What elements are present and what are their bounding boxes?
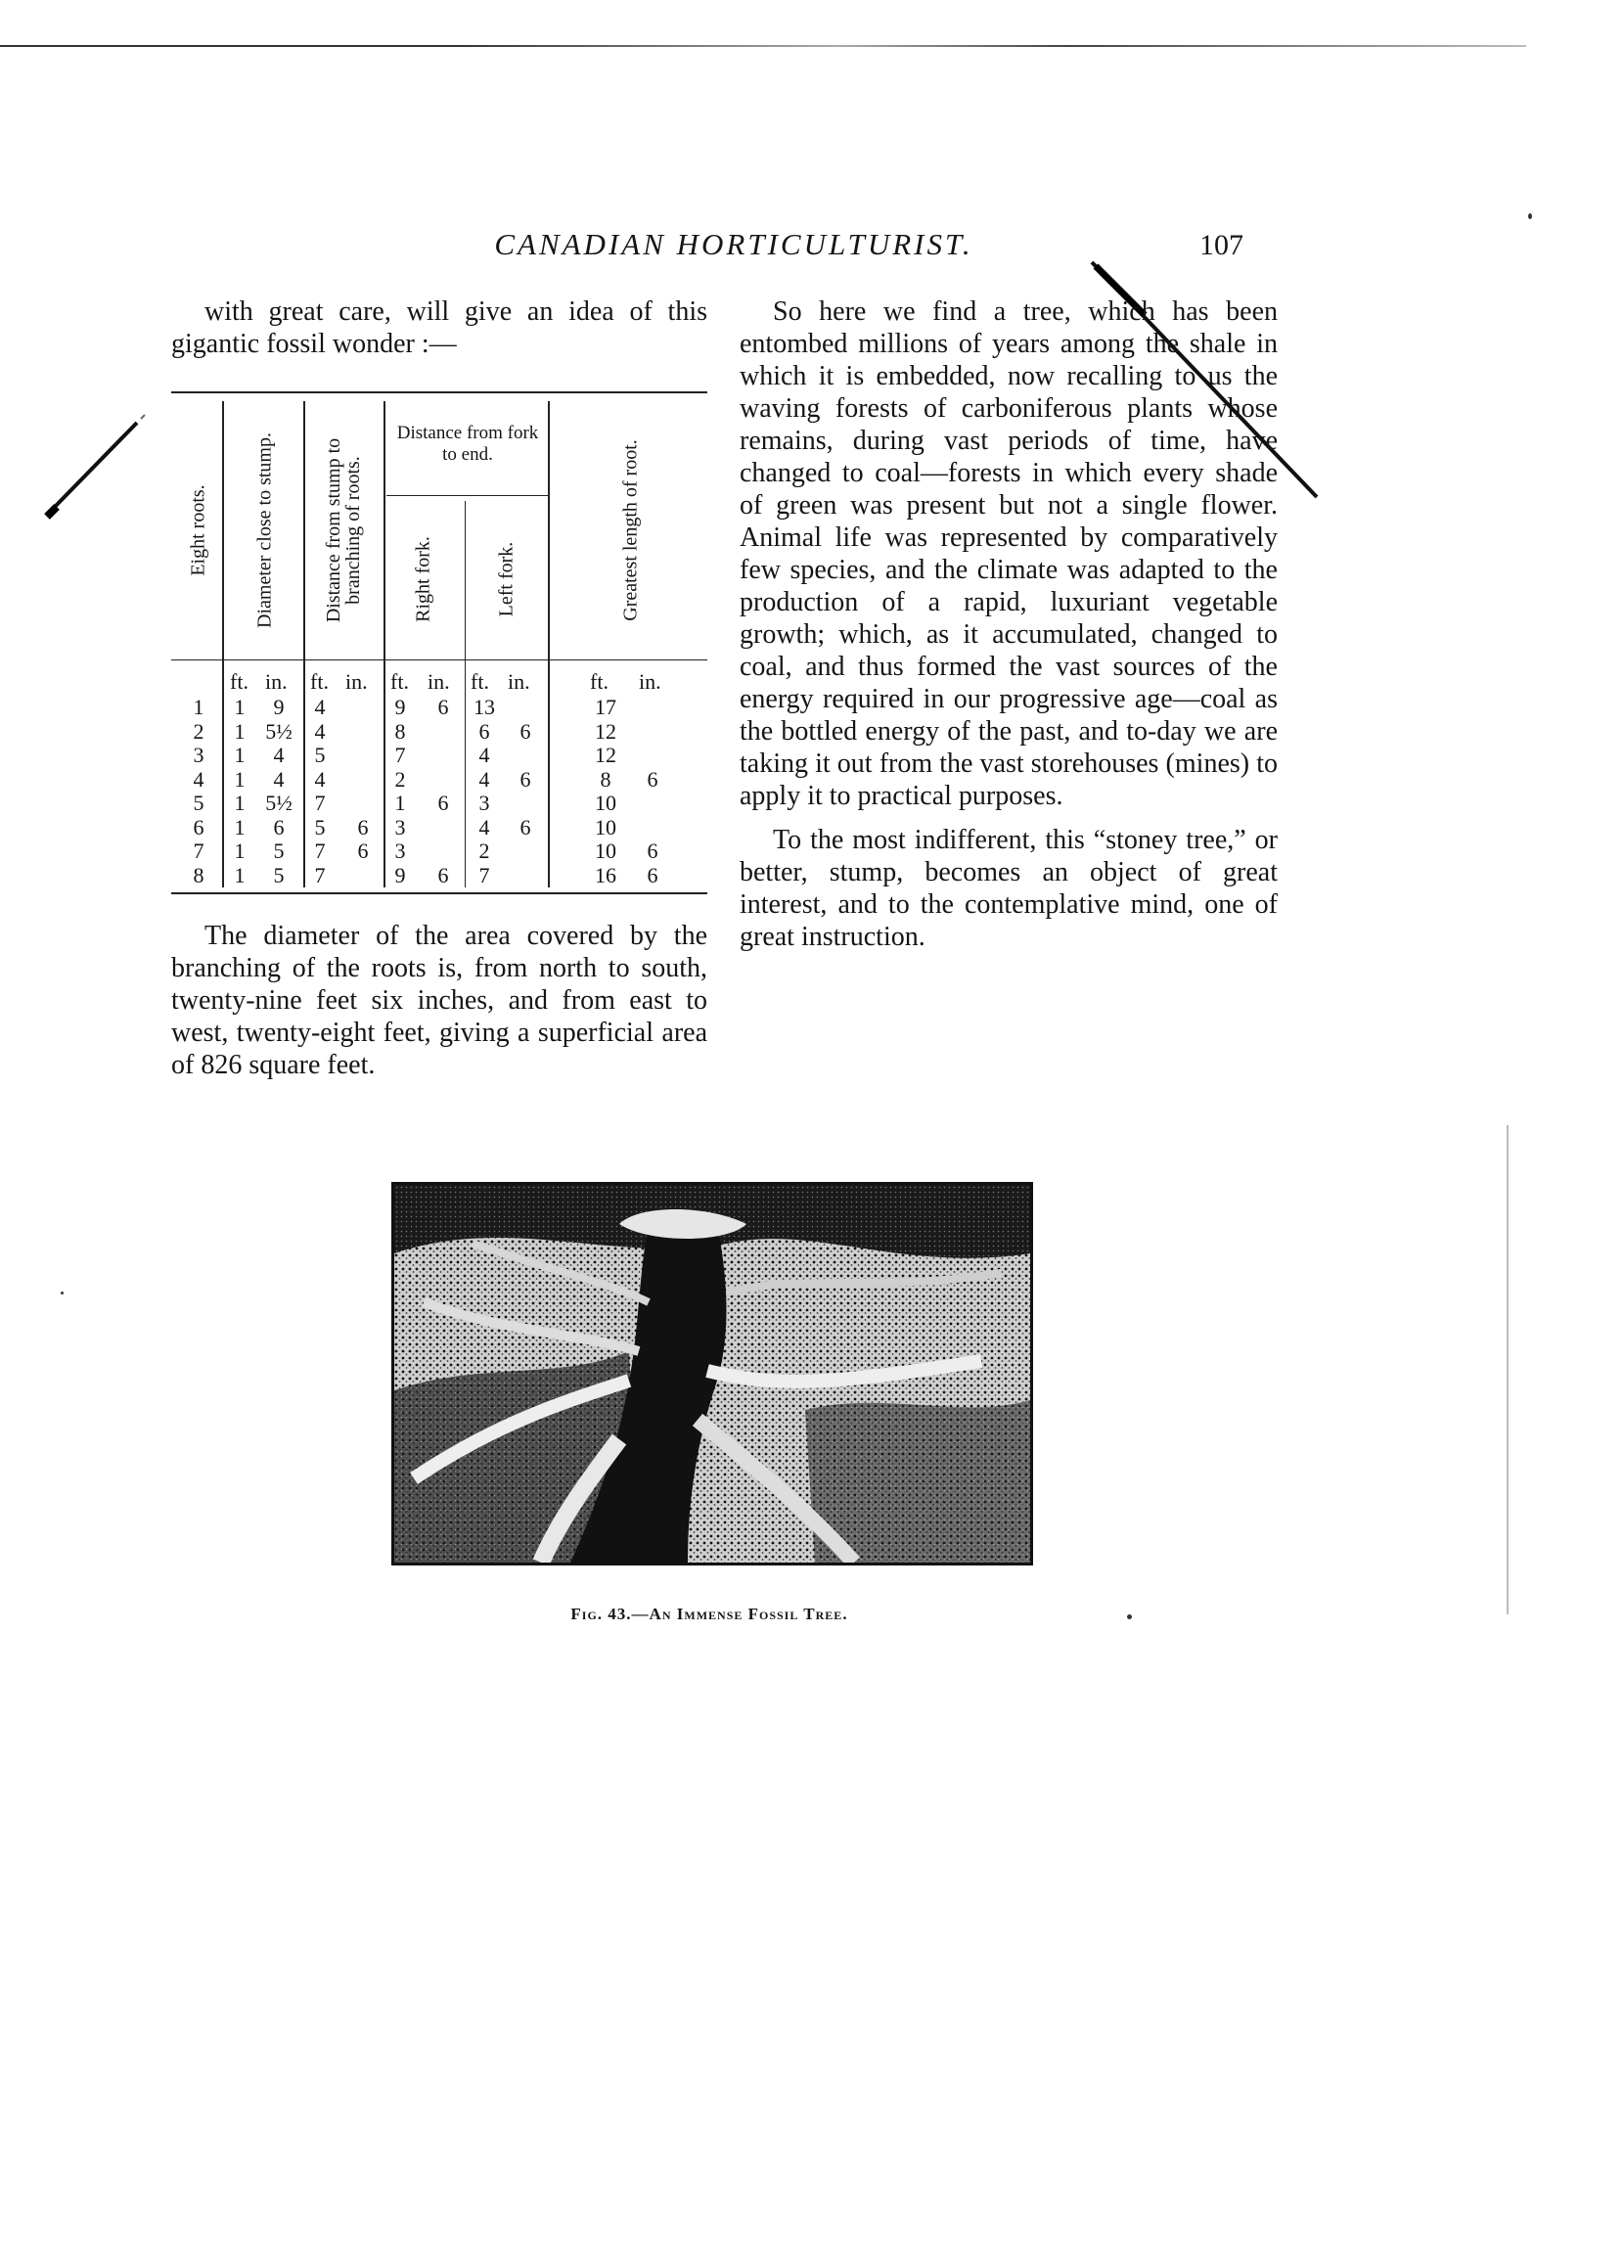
table-cell: 12 <box>595 743 616 767</box>
table-cell: 6 <box>437 695 449 719</box>
header-diameter: Diameter close to stump. <box>253 432 276 628</box>
table-cell: 5 <box>314 814 326 839</box>
table-cell: 7 <box>314 862 326 887</box>
table-cell: 16 <box>595 862 616 887</box>
table-cell: 3 <box>193 743 204 767</box>
table-cell: 2 <box>478 839 490 863</box>
unit-in: in. <box>345 669 368 694</box>
table-cell: 2 <box>394 766 406 792</box>
unit-ft: ft. <box>390 669 409 694</box>
header-fork-distance: Distance from fork to end. <box>396 423 539 465</box>
unit-in: in. <box>428 669 450 694</box>
table-cell: 1 <box>234 862 246 887</box>
table-cell: 6 <box>519 766 531 792</box>
header-branching: Distance from stump to branching of roots. <box>323 437 364 623</box>
area-paragraph: The diameter of the area covered by the branching of the roots is, from north to south, twenty-nine feet six inches, and from east to west, twenty-eight feet, giving a superficial area of 826 square feet. <box>171 921 707 1080</box>
table-header-rule <box>171 659 707 660</box>
table-cell: 6 <box>357 814 369 839</box>
right-column <box>740 295 1278 953</box>
table-cell: 3 <box>478 791 490 815</box>
figure-caption: Fig. 43.—An Immense Fossil Tree. <box>570 1605 848 1623</box>
table-cell: 6 <box>193 814 204 839</box>
scan-edge-line <box>1507 1125 1509 1614</box>
table-bottom-rule <box>171 892 707 894</box>
table-cell: 6 <box>357 839 369 863</box>
table-cell: 10 <box>595 791 616 815</box>
table-cell: 7 <box>394 743 406 767</box>
table-cell: 12 <box>595 718 616 744</box>
table-cell: 1 <box>234 766 246 792</box>
header-left-fork: Left fork. <box>495 541 518 617</box>
table-cell: 4 <box>273 743 285 767</box>
header-greatest-length: Greatest length of root. <box>619 439 642 621</box>
unit-in: in. <box>508 669 530 694</box>
fork-subheader-rule <box>386 495 548 496</box>
header-eight-roots: Eight roots. <box>187 484 209 576</box>
table-cell: 4 <box>314 718 326 744</box>
table-cell: 4 <box>314 695 326 719</box>
table-cell: 6 <box>478 718 490 744</box>
fossil-tree-photo <box>391 1182 1033 1565</box>
scan-speck <box>61 1292 64 1294</box>
table-cell: 1 <box>394 791 406 815</box>
table-cell: 6 <box>647 766 658 792</box>
table-cell: 4 <box>193 766 204 792</box>
table-cell: 6 <box>647 839 658 863</box>
table-cell: 1 <box>193 695 204 719</box>
table-cell: 1 <box>234 695 246 719</box>
table-cell: 6 <box>519 814 531 839</box>
table-cell: 5 <box>273 839 285 863</box>
unit-ft: ft. <box>471 669 489 694</box>
table-cell: 6 <box>273 814 285 839</box>
unit-in: in. <box>639 669 661 694</box>
pencil-slash-mark <box>39 411 147 528</box>
table-cell: 9 <box>394 695 406 719</box>
table-cell: 1 <box>234 743 246 767</box>
unit-ft: ft. <box>230 669 248 694</box>
table-cell: 13 <box>474 695 495 719</box>
table-cell: 4 <box>478 743 490 767</box>
table-cell: 1 <box>234 791 246 815</box>
table-cell: 7 <box>478 862 490 887</box>
table-cell: 6 <box>437 862 449 887</box>
table-cell: 5½ <box>265 791 293 815</box>
intro-paragraph: with great care, will give an idea of this gigantic fossil wonder :— <box>171 296 707 359</box>
table-cell: 8 <box>193 862 204 887</box>
page-number: 107 <box>1199 229 1243 261</box>
col-divider <box>465 501 466 887</box>
table-top-rule <box>171 391 707 393</box>
table-cell: 7 <box>314 839 326 863</box>
table-cell: 3 <box>394 814 406 839</box>
table-cell: 10 <box>595 814 616 839</box>
scan-speck <box>1528 213 1532 219</box>
table-cell: 9 <box>394 862 406 887</box>
table-cell: 10 <box>595 839 616 863</box>
table-cell: 7 <box>193 839 204 863</box>
body-paragraph: So here we find a tree, which has been entombed millions of years among the shale in which it is embedded, now recalling to us the waving forests of carboniferous plants whose remains, during vast periods of time, have changed to coal—forests in which every shade of green was present but not a single flower. Animal life was represented by comparatively few species, and the climate was adapted to the production of a rapid, luxuriant vegetable growth; which, as it accumulated, changed to coal, and thus formed the vast sources of the energy required in our progressive age—coal as the bottled energy of the past, and to-day we are taking it out from the vast storehouses (mines) to apply it to practical purposes. <box>740 296 1278 811</box>
body-paragraph: To the most indifferent, this “stoney tree,” or better, stump, becomes an object of great interest, and to the contemplative mind, one of great instruction. <box>740 825 1278 952</box>
scan-top-edge <box>0 45 1526 47</box>
scan-speck <box>1127 1614 1132 1619</box>
table-cell: 6 <box>519 718 531 744</box>
root-measurements-table <box>171 384 707 897</box>
unit-ft: ft. <box>590 669 609 694</box>
table-cell: 6 <box>437 791 449 815</box>
table-cell: 1 <box>234 839 246 863</box>
table-cell: 9 <box>273 695 285 719</box>
table-cell: 5 <box>273 862 285 887</box>
table-cell: 17 <box>595 695 616 719</box>
running-title: CANADIAN HORTICULTURIST. <box>494 227 973 261</box>
table-cell: 4 <box>273 766 285 792</box>
table-cell: 4 <box>478 766 490 792</box>
table-cell: 8 <box>600 766 611 792</box>
unit-in: in. <box>265 669 288 694</box>
table-cell: 7 <box>314 791 326 815</box>
table-cell: 5½ <box>265 718 293 744</box>
unit-ft: ft. <box>310 669 329 694</box>
col-divider <box>548 401 550 887</box>
table-cell: 1 <box>234 718 246 744</box>
table-cell: 3 <box>394 839 406 863</box>
table-cell: 1 <box>234 814 246 839</box>
table-cell: 5 <box>193 791 204 815</box>
table-cell: 4 <box>314 766 326 792</box>
table-cell: 8 <box>394 718 406 744</box>
table-cell: 2 <box>193 718 204 744</box>
table-cell: 6 <box>647 862 658 887</box>
table-cell: 4 <box>478 814 490 839</box>
header-right-fork: Right fork. <box>412 536 434 622</box>
table-cell: 5 <box>314 743 326 767</box>
